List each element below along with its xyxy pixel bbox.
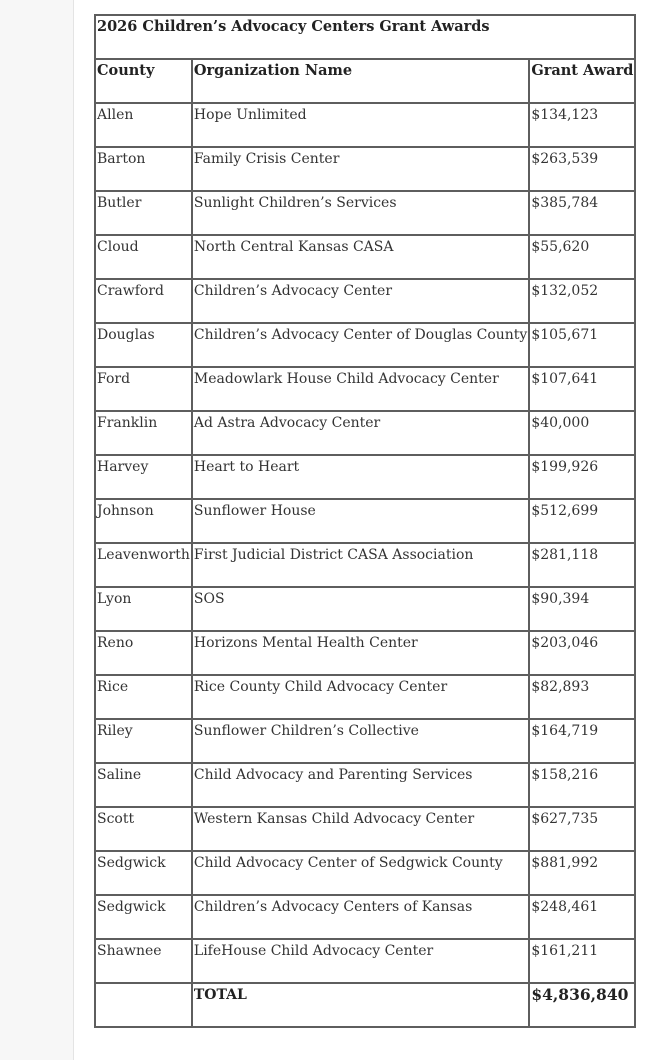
- county-cell: Rice: [95, 675, 192, 719]
- table-row: [95, 279, 635, 323]
- award-cell: $158,216: [529, 763, 635, 807]
- table-title: 2026 Children’s Advocacy Centers Grant Awards: [95, 15, 635, 59]
- header-row: [95, 59, 635, 103]
- county-cell: Saline: [95, 763, 192, 807]
- table-row: [95, 367, 635, 411]
- table-row: [95, 455, 635, 499]
- county-cell: Reno: [95, 631, 192, 675]
- organization-cell: Meadowlark House Child Advocacy Center: [192, 367, 529, 411]
- award-cell: $203,046: [529, 631, 635, 675]
- page-content: [74, 0, 669, 1060]
- county-cell: Cloud: [95, 235, 192, 279]
- organization-cell: Family Crisis Center: [192, 147, 529, 191]
- award-cell: $90,394: [529, 587, 635, 631]
- table-row: [95, 631, 635, 675]
- left-gutter: [0, 0, 74, 1060]
- organization-cell: Sunflower House: [192, 499, 529, 543]
- award-cell: $281,118: [529, 543, 635, 587]
- award-cell: $199,926: [529, 455, 635, 499]
- table-row: [95, 675, 635, 719]
- organization-cell: Hope Unlimited: [192, 103, 529, 147]
- table-row: [95, 543, 635, 587]
- award-cell: $512,699: [529, 499, 635, 543]
- award-cell: $248,461: [529, 895, 635, 939]
- award-cell: $881,992: [529, 851, 635, 895]
- county-cell: Johnson: [95, 499, 192, 543]
- county-cell: Leavenworth: [95, 543, 192, 587]
- organization-cell: Children’s Advocacy Center: [192, 279, 529, 323]
- organization-cell: First Judicial District CASA Association: [192, 543, 529, 587]
- award-cell: $55,620: [529, 235, 635, 279]
- county-cell: Harvey: [95, 455, 192, 499]
- county-cell: Crawford: [95, 279, 192, 323]
- award-cell: $107,641: [529, 367, 635, 411]
- award-cell: $385,784: [529, 191, 635, 235]
- award-cell: $82,893: [529, 675, 635, 719]
- total-empty-cell: [95, 983, 192, 1027]
- table-row: [95, 323, 635, 367]
- organization-cell: Western Kansas Child Advocacy Center: [192, 807, 529, 851]
- county-cell: Franklin: [95, 411, 192, 455]
- county-cell: Sedgwick: [95, 851, 192, 895]
- total-label: TOTAL: [192, 983, 529, 1027]
- county-cell: Scott: [95, 807, 192, 851]
- table-row: [95, 719, 635, 763]
- county-cell: Douglas: [95, 323, 192, 367]
- organization-cell: Ad Astra Advocacy Center: [192, 411, 529, 455]
- organization-cell: Child Advocacy and Parenting Services: [192, 763, 529, 807]
- county-cell: Barton: [95, 147, 192, 191]
- organization-cell: North Central Kansas CASA: [192, 235, 529, 279]
- table-row: [95, 103, 635, 147]
- county-cell: Riley: [95, 719, 192, 763]
- table-row: [95, 939, 635, 983]
- header-grant-award: Grant Award: [529, 59, 635, 103]
- organization-cell: Children’s Advocacy Centers of Kansas: [192, 895, 529, 939]
- table-row: [95, 807, 635, 851]
- organization-cell: Sunlight Children’s Services: [192, 191, 529, 235]
- organization-cell: Heart to Heart: [192, 455, 529, 499]
- table-row: [95, 411, 635, 455]
- table-row: [95, 235, 635, 279]
- county-cell: Shawnee: [95, 939, 192, 983]
- organization-cell: LifeHouse Child Advocacy Center: [192, 939, 529, 983]
- header-organization: Organization Name: [192, 59, 529, 103]
- organization-cell: Children’s Advocacy Center of Douglas County: [192, 323, 529, 367]
- award-cell: $161,211: [529, 939, 635, 983]
- award-cell: $134,123: [529, 103, 635, 147]
- county-cell: Sedgwick: [95, 895, 192, 939]
- grant-awards-table: [94, 14, 636, 1028]
- organization-cell: Rice County Child Advocacy Center: [192, 675, 529, 719]
- table-row: [95, 499, 635, 543]
- total-row: [95, 983, 635, 1027]
- award-cell: $40,000: [529, 411, 635, 455]
- award-cell: $627,735: [529, 807, 635, 851]
- total-amount: $4,836,840: [529, 983, 635, 1027]
- county-cell: Ford: [95, 367, 192, 411]
- award-cell: $263,539: [529, 147, 635, 191]
- table-row: [95, 851, 635, 895]
- organization-cell: Horizons Mental Health Center: [192, 631, 529, 675]
- county-cell: Allen: [95, 103, 192, 147]
- award-cell: $132,052: [529, 279, 635, 323]
- title-row: [95, 15, 635, 59]
- organization-cell: Child Advocacy Center of Sedgwick County: [192, 851, 529, 895]
- table-row: [95, 587, 635, 631]
- header-county: County: [95, 59, 192, 103]
- table-row: [95, 191, 635, 235]
- table-row: [95, 895, 635, 939]
- table-row: [95, 763, 635, 807]
- table-row: [95, 147, 635, 191]
- county-cell: Lyon: [95, 587, 192, 631]
- organization-cell: Sunflower Children’s Collective: [192, 719, 529, 763]
- award-cell: $164,719: [529, 719, 635, 763]
- county-cell: Butler: [95, 191, 192, 235]
- award-cell: $105,671: [529, 323, 635, 367]
- organization-cell: SOS: [192, 587, 529, 631]
